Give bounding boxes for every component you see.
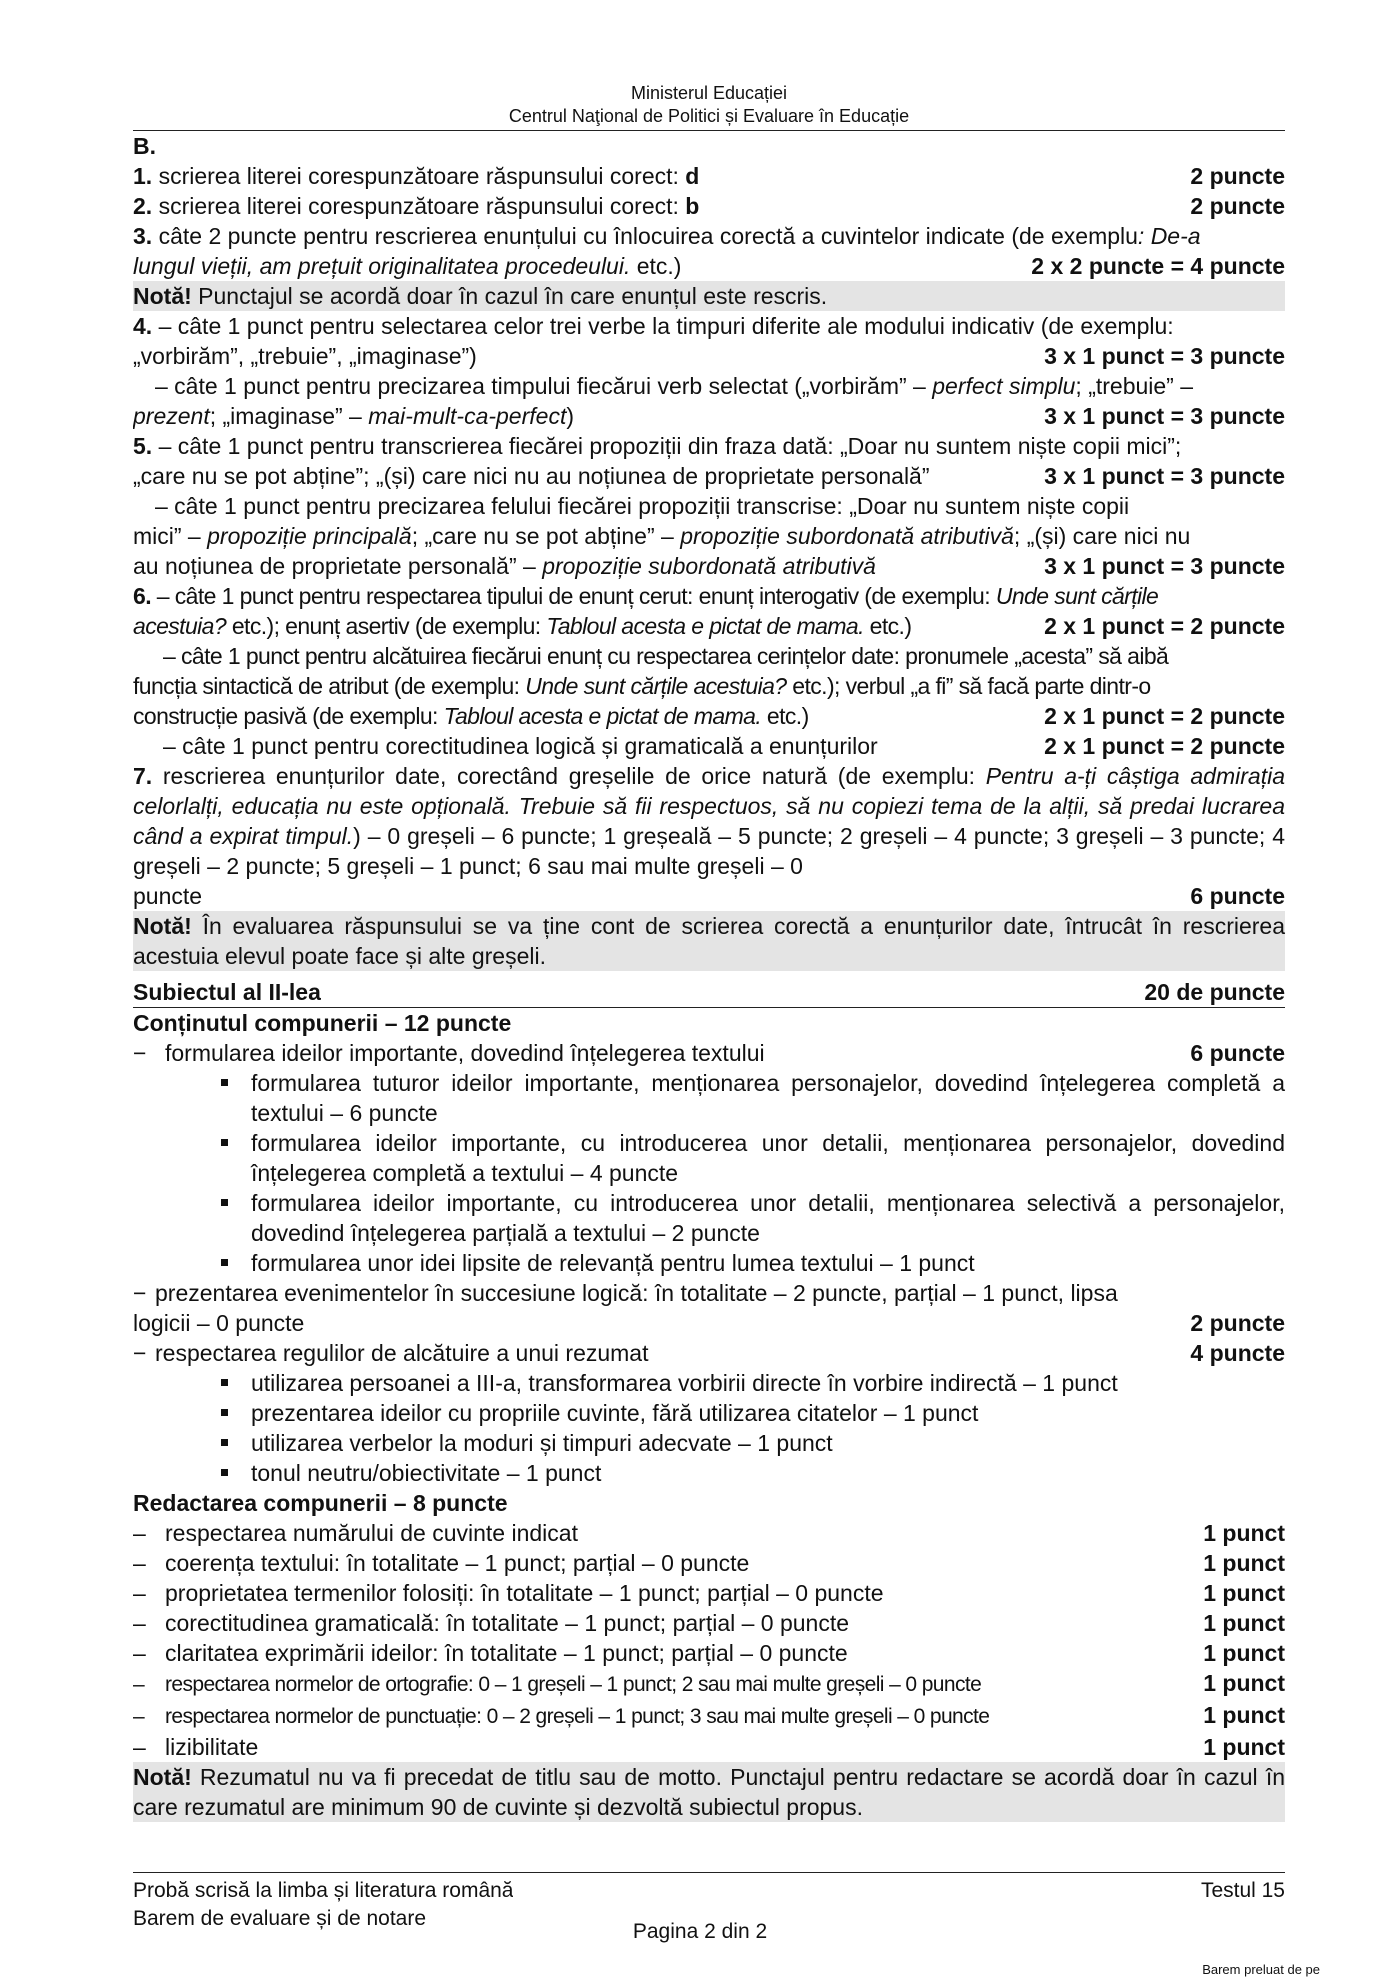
- footer-barem: Barem de evaluare și de notare: [133, 1907, 427, 1930]
- item-2-points: 2 puncte: [1190, 193, 1285, 219]
- item-5: 5. – câte 1 punct pentru transcrierea fiecărei propoziții din fraza dată: „Doar nu suntem niște copii mici”; „care nu se pot abține”; „(și) care nici nu au noțiunea de proprietate personală” 3 x 1 punct = 3 puncte – câte 1 punct pentru precizarea felului fiecărei propoziții transcrise: „Doar nu suntem niște copii mici” – propoziție principală; „care nu se pot abține” – propoziție subordonată atributivă; „(și) care nici nu au noțiunea de proprietate personală” – propoziție subordonată atributivă 3 x 1 punct = 3 puncte: [133, 433, 1285, 579]
- list-item: formularea ideilor importante, cu introducerea unor detalii, menționarea selectivă a personajelor, dovedind înțelegerea parțială a textului – 2 puncte: [221, 1188, 1285, 1248]
- footer-exam-name: Probă scrisă la limba și literatura română: [133, 1879, 514, 1902]
- list-item: – respectarea numărului de cuvinte indicat 1 punct: [133, 1520, 1285, 1546]
- subject-2-title: Subiectul al II-lea: [133, 979, 321, 1005]
- criterion-3-list: [221, 1368, 1285, 1488]
- ministry-name: Ministerul Educației: [630, 83, 788, 103]
- page-number: Pagina 2 din 2: [632, 1920, 768, 1943]
- criterion-3: − respectarea regulilor de alcătuire a unui rezumat 4 puncte: [133, 1340, 1285, 1366]
- list-item: – respectarea normelor de ortografie: 0 – 1 greșeli – 1 punct; 2 sau mai multe greșeli – 0 puncte 1 punct: [133, 1670, 1285, 1696]
- criterion-1-list: [221, 1068, 1285, 1278]
- list-item: utilizarea persoanei a III-a, transformarea vorbirii directe în vorbire indirectă – 1 punct: [221, 1368, 1285, 1398]
- item-3-note: Notă! Punctajul se acordă doar în cazul în care enunțul este rescris.: [133, 281, 1285, 311]
- redact-list: [133, 1518, 1285, 1762]
- subject-2-note: Notă! Rezumatul nu va fi precedat de titlu sau de motto. Punctajul pentru redactare se acordă doar în cazul în care rezumatul are minimum 90 de cuvinte și dezvoltă subiectul propus.: [133, 1764, 1285, 1820]
- center-name: Centrul Naţional de Politici și Evaluare în Educație: [508, 106, 910, 126]
- list-item: – coerența textului: în totalitate – 1 punct; parțial – 0 puncte 1 punct: [133, 1550, 1285, 1576]
- list-item: prezentarea ideilor cu propriile cuvinte, fără utilizarea citatelor – 1 punct: [221, 1398, 1285, 1428]
- list-item: – claritatea exprimării ideilor: în totalitate – 1 punct; parțial – 0 puncte 1 punct: [133, 1640, 1285, 1666]
- item-2: 2. scrierea literei corespunzătoare răspunsului corect: b 2 puncte: [133, 193, 1285, 219]
- list-item: formularea ideilor importante, cu introducerea unor detalii, menționarea personajelor, dovedind înțelegerea completă a textului – 4 puncte: [221, 1128, 1285, 1188]
- item-6: 6. – câte 1 punct pentru respectarea tipului de enunț cerut: enunț interogativ (de exemplu: Unde sunt cărțile acestuia? etc.); enunț asertiv (de exemplu: Tabloul acesta e pictat de mama. etc.) 2 x 1 punct = 2 puncte – câte 1 punct pentru alcătuirea fiecărui enunț cu respectarea cerințelor date: pronumele „acesta” să aibă funcția sintactică de atribut (de exemplu: Unde sunt cărțile acestuia? etc.); verbul „a fi” să facă parte dintr-o construcție pasivă (de exemplu: Tabloul acesta e pictat de mama. etc.) 2 x 1 punct = 2 puncte – câte 1 punct pentru corectitudinea logică și gramaticală a enunțurilor 2 x 1 punct = 2 puncte: [133, 583, 1285, 759]
- list-item: – lizibilitate 1 punct: [133, 1734, 1285, 1760]
- list-item: – corectitudinea gramaticală: în totalitate – 1 punct; parțial – 0 puncte 1 punct: [133, 1610, 1285, 1636]
- item-3-points: 2 x 2 puncte = 4 puncte: [1031, 253, 1285, 279]
- item-7-note: Notă! În evaluarea răspunsului se va ține cont de scrierea corectă a enunțurilor date, întrucât în rescrierea acestuia elevul poate face și alte greșeli.: [133, 913, 1285, 969]
- source-note: Barem preluat de pe: [1202, 1962, 1320, 1977]
- content: [133, 131, 1285, 1822]
- subject-2-heading: [133, 977, 1285, 1008]
- list-item: utilizarea verbelor la moduri și timpuri adecvate – 1 punct: [221, 1428, 1285, 1458]
- list-item: formularea unor idei lipsite de relevanță pentru lumea textului – 1 punct: [221, 1248, 1285, 1278]
- item-7: 7. rescrierea enunțurilor date, corectând greșelile de orice natură (de exemplu: Pentru a-ți câștiga admirația celorlalți, educația nu este opțională. Trebuie să fii respectuos, să nu copiezi tema de la alții, să predai lucrarea când a expirat timpul.) – 0 greșeli – 6 puncte; 1 greșeală – 5 puncte; 2 greșeli – 4 puncte; 3 greșeli – 3 puncte; 4 greșeli – 2 puncte; 5 greșeli – 1 punct; 6 sau mai multe greșeli – 0 puncte 6 puncte: [133, 763, 1285, 909]
- page-header: [133, 82, 1285, 128]
- criterion-1: − formularea ideilor importante, dovedind înțelegerea textului 6 puncte: [133, 1040, 1285, 1066]
- footer-test-number: Testul 15: [1200, 1879, 1285, 1902]
- section-b-label: B.: [133, 133, 156, 159]
- subject-2-points: 20 de puncte: [1144, 979, 1285, 1005]
- list-item: formularea tuturor ideilor importante, menționarea personajelor, dovedind înțelegerea completă a textului – 6 puncte: [221, 1068, 1285, 1128]
- redact-title: Redactarea compunerii – 8 puncte: [133, 1490, 508, 1516]
- item-4: 4. – câte 1 punct pentru selectarea celor trei verbe la timpuri diferite ale modului indicativ (de exemplu: „vorbirăm”, „trebuie”, „imaginase”) 3 x 1 punct = 3 puncte – câte 1 punct pentru precizarea timpului fiecărui verb selectat („vorbirăm” – perfect simplu; „trebuie” – prezent; „imaginase” – mai-mult-ca-perfect) 3 x 1 punct = 3 puncte: [133, 313, 1285, 429]
- list-item: – proprietatea termenilor folosiți: în totalitate – 1 punct; parțial – 0 puncte 1 punct: [133, 1580, 1285, 1606]
- item-3: 3. câte 2 puncte pentru rescrierea enunțului cu înlocuirea corectă a cuvintelor indicate (de exemplu: De-a lungul vieții, am prețuit originalitatea procedeului. etc.) 2 x 2 puncte = 4 puncte: [133, 223, 1285, 279]
- item-1: 1. scrierea literei corespunzătoare răspunsului corect: d 2 puncte: [133, 163, 1285, 189]
- document-page: [133, 82, 1285, 1822]
- item-1-points: 2 puncte: [1190, 163, 1285, 189]
- criterion-2: − prezentarea evenimentelor în succesiune logică: în totalitate – 2 puncte, parțial – 1 punct, lipsa logicii – 0 puncte 2 puncte: [133, 1280, 1285, 1336]
- list-item: – respectarea normelor de punctuație: 0 – 2 greșeli – 1 punct; 3 sau mai multe greșeli – 0 puncte 1 punct: [133, 1702, 1285, 1728]
- list-item: tonul neutru/obiectivitate – 1 punct: [221, 1458, 1285, 1488]
- content-title: Conținutul compunerii – 12 puncte: [133, 1010, 512, 1036]
